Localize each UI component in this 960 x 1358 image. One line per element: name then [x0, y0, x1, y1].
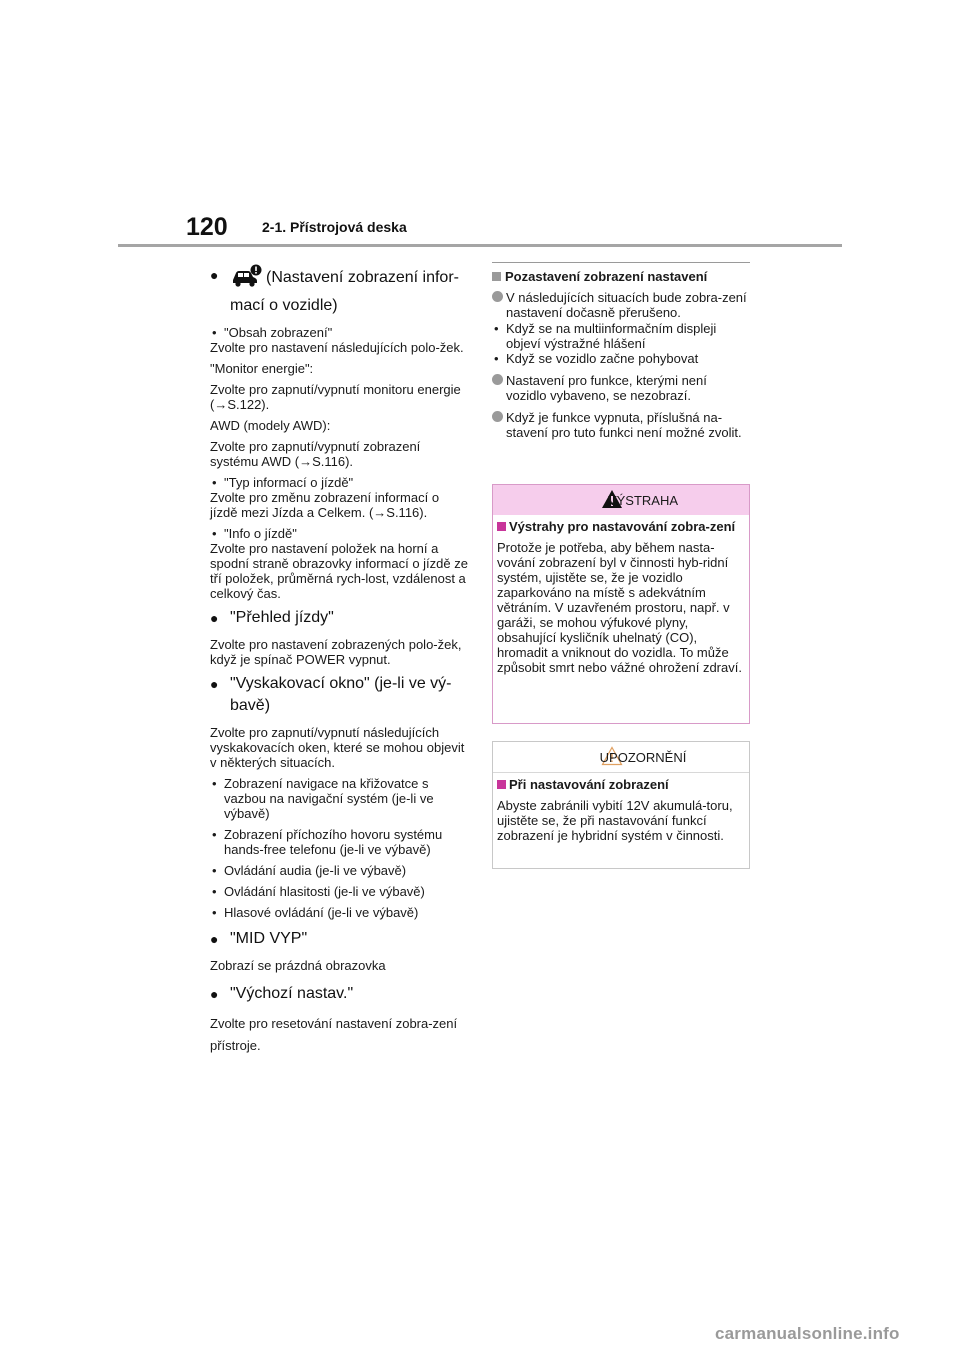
sub-bullet: • Hlasové ovládání (je-li ve výbavě) [212, 905, 419, 920]
gray-bullet-text: Nastavení pro funkce, kterými není vozidlo vybaveno, se nezobrazí. [506, 373, 707, 403]
gray-bullet-text: V následujících situacích bude zobra-zení nastavení dočasně přerušeno. [506, 290, 747, 320]
bullet-dot: ● [210, 267, 219, 283]
paragraph: AWD (modely AWD): [210, 418, 331, 433]
warning-label: VÝSTRAHA [607, 493, 679, 508]
warning-subheading [497, 519, 745, 534]
sub-bullet: • Když se na multiinformačním displeji objeví výstražné hlášení [494, 321, 717, 351]
left-column [210, 264, 468, 1063]
bullet-item: • "Typ informací o jízdě" [212, 475, 354, 490]
warning-subheading-text: Výstrahy pro nastavování zobra-zení [509, 519, 736, 534]
paragraph: Zvolte pro resetování nastavení zobra-zení přístroje. [210, 1016, 458, 1053]
gray-bullet [492, 373, 750, 403]
notice-subheading-text: Při nastavování zobrazení [509, 777, 669, 792]
notice-body [493, 773, 749, 843]
sub-bullet-text: Zobrazení příchozího hovoru systému hands-free telefonu (je-li ve výbavě) [224, 827, 443, 857]
paragraph: Zvolte pro nastavení následujících polo-žek. [210, 340, 464, 355]
gray-dot [492, 411, 503, 422]
paragraph: Zvolte pro nastavení zobrazených polo-žek, když je spínač POWER vypnut. [210, 637, 462, 667]
item-mid-off [210, 928, 468, 950]
warning-box [492, 484, 750, 724]
gray-bullet-text: Když je funkce vypnuta, příslušná na-stavení pro tuto funkci není možné zvolit. [506, 410, 742, 440]
paragraph: Zvolte pro nastavení položek na horní a spodní straně obrazovky informací o jízdě ze tří položek, průměrná rych-lost, vzdálenost a celkový čas. [210, 541, 468, 601]
section-title: 2-1. Přístrojová deska [262, 219, 407, 235]
car-info-icon [230, 264, 262, 295]
warning-body [493, 515, 749, 675]
sub-bullet-text: Když se vozidlo začne pohybovat [506, 351, 699, 366]
square-marker [497, 522, 506, 531]
sub-bullet: • Ovládání audia (je-li ve výbavě) [212, 863, 407, 878]
paragraph: Zvolte pro zapnutí/vypnutí monitoru energie (→S.122). [210, 382, 461, 412]
gray-dot [492, 374, 503, 385]
notice-label: UPOZORNĚNÍ [599, 750, 687, 765]
page-header [0, 0, 960, 250]
notice-box [492, 741, 750, 869]
paragraph: Zvolte pro zapnutí/vypnutí následujících vyskakovacích oken, které se mohou objevit v některých situacích. [210, 725, 465, 770]
section-heading-text: Pozastavení zobrazení nastavení [505, 269, 708, 284]
sub-bullet: • Zobrazení navigace na křižovatce s vazbou na navigační systém (je-li ve výbavě) [212, 776, 434, 821]
sub-bullet-text: Když se na multiinformačním displeji objeví výstražné hlášení [506, 321, 717, 351]
bullet-dot: ● [210, 986, 219, 1002]
notice-header [493, 742, 749, 773]
item-title: "Výchozí nastav." [230, 985, 354, 1002]
notice-text: Abyste zabránili vybití 12V akumulá-toru, ujistěte se, že při nastavování funkcí zobrazení je hybridní systém v činnosti. [497, 798, 733, 843]
item-trip-overview [210, 607, 468, 629]
sub-bullet: • Když se vozidlo začne pohybovat [494, 351, 699, 366]
square-marker [492, 272, 501, 281]
square-marker [497, 780, 506, 789]
item-vehicle-info [210, 264, 468, 317]
bullet-text: "Obsah zobrazení" [224, 325, 333, 340]
paragraph: Zvolte pro zapnutí/vypnutí zobrazení systému AWD (→S.116). [210, 439, 421, 469]
item-popup [210, 673, 468, 717]
bullet-dot: ● [210, 676, 219, 692]
paragraph: "Monitor energie": [210, 361, 314, 376]
bullet-dot: ● [210, 931, 219, 947]
item-title: "Vyskakovací okno" (je-li ve vý-bavě) [230, 675, 452, 714]
watermark: carmanualsonline.info [715, 1324, 900, 1343]
paragraph: Zvolte pro změnu zobrazení informací o jízdě mezi Jízda a Celkem. (→S.116). [210, 490, 440, 520]
warning-header [493, 485, 749, 515]
sub-bullet: • Ovládání hlasitosti (je-li ve výbavě) [212, 884, 425, 899]
gray-bullet [492, 410, 750, 440]
sub-bullet-text: Ovládání audia (je-li ve výbavě) [224, 863, 407, 878]
item-title: "MID VYP" [230, 930, 308, 947]
item-title: (Nastavení zobrazení infor-mací o vozidle) [230, 269, 459, 314]
gray-dot [492, 291, 503, 302]
item-title: "Přehled jízdy" [230, 609, 334, 626]
item-default-settings [210, 983, 468, 1005]
page-number: 120 [186, 213, 228, 241]
notice-subheading [497, 777, 745, 792]
bullet-item: • "Obsah zobrazení" [212, 325, 333, 340]
sub-bullet: • Zobrazení příchozího hovoru systému hands-free telefonu (je-li ve výbavě) [212, 827, 443, 857]
warning-text: Protože je potřeba, aby během nasta-vování zobrazení byl v činnosti hyb-ridní systém, ujistěte se, že je vozidlo zaparkováno na místě s adekvátním větráním. V uzavřeném prostoru, např. v garáži, se mohou výfukové plyny, obsahující kysličník uhelnatý (CO), hromadit a vniknout do vozidla. To může způsobit smrt nebo vážné ohrožení zdraví. [497, 540, 742, 675]
header-rule [118, 244, 842, 247]
bullet-text: "Typ informací o jízdě" [224, 475, 354, 490]
bullet-item: • "Info o jízdě" [212, 526, 297, 541]
paragraph: Zobrazí se prázdná obrazovka [210, 958, 386, 973]
bullet-text: "Info o jízdě" [224, 526, 297, 541]
gray-bullet [492, 290, 750, 320]
section-heading [492, 262, 750, 284]
bullet-dot: ● [210, 610, 219, 626]
sub-bullet-text: Ovládání hlasitosti (je-li ve výbavě) [224, 884, 425, 899]
sub-bullet-text: Zobrazení navigace na křižovatce s vazbou na navigační systém (je-li ve výbavě) [224, 776, 434, 821]
right-column [492, 262, 750, 447]
sub-bullet-text: Hlasové ovládání (je-li ve výbavě) [224, 905, 419, 920]
